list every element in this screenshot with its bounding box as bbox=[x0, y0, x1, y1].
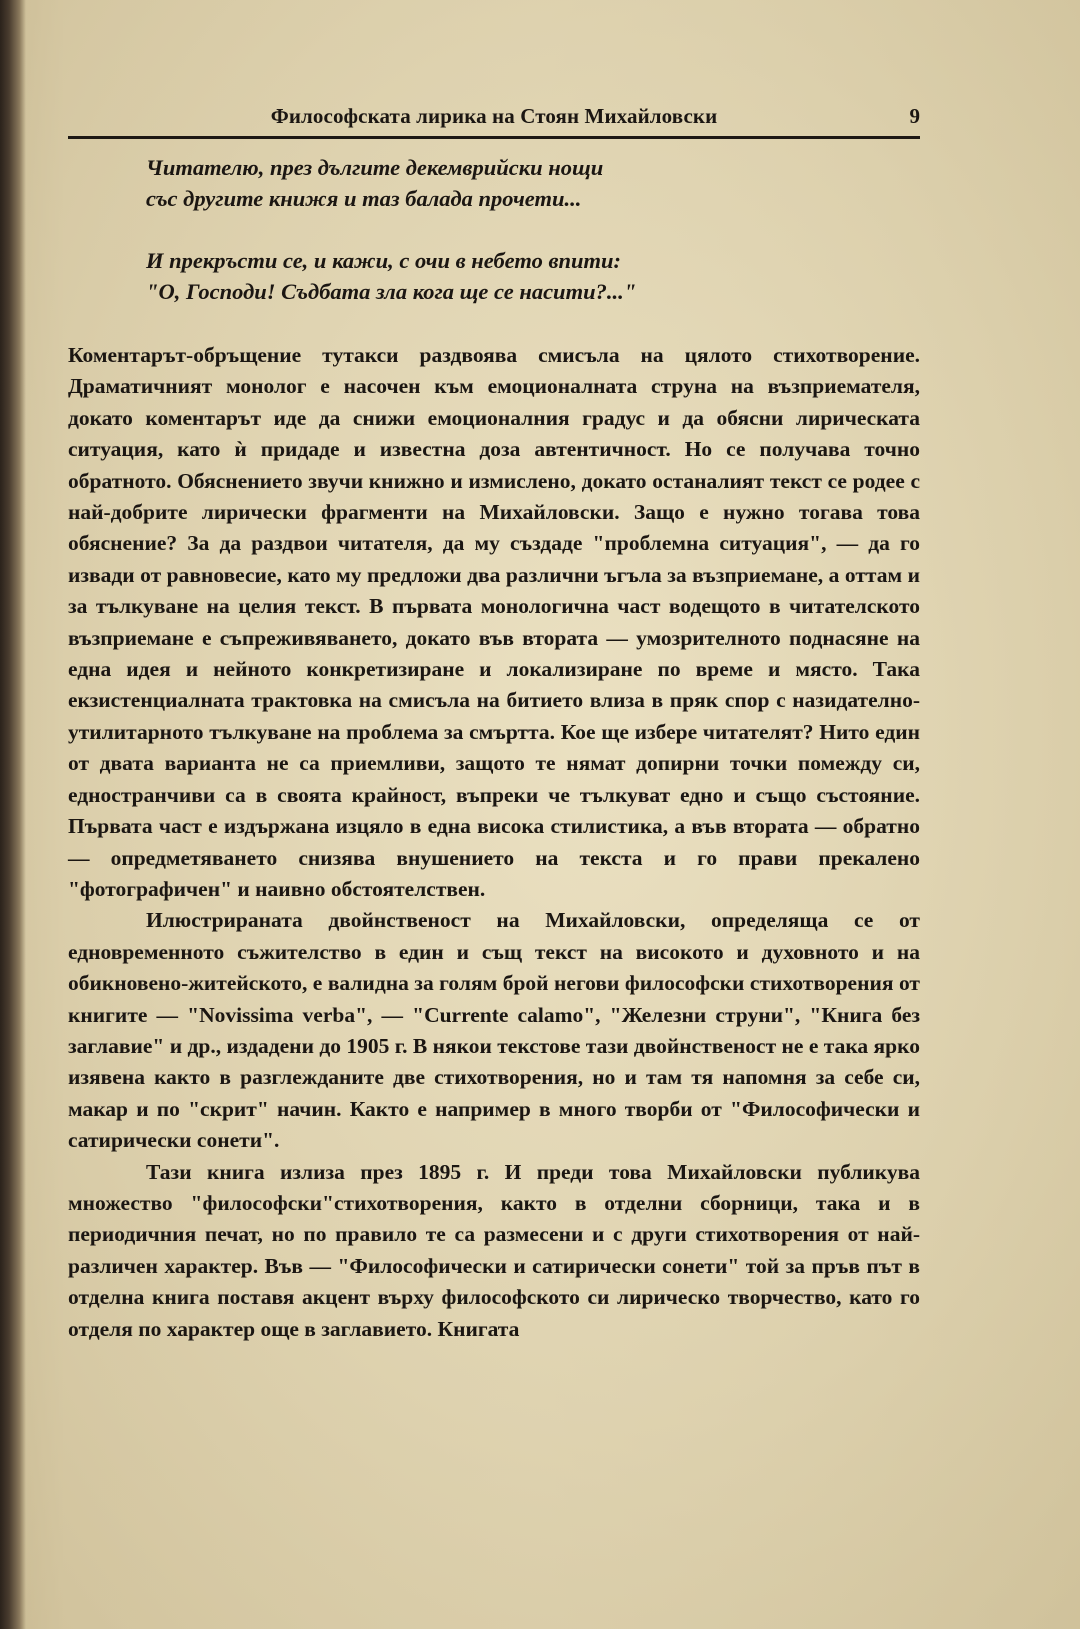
body-text bbox=[68, 340, 920, 1345]
verse-line: "О, Господи! Съдбата зла кога ще се насити?..." bbox=[146, 279, 637, 304]
verse-quote bbox=[146, 152, 916, 338]
book-binding-edge bbox=[0, 0, 26, 1629]
page-number: 9 bbox=[909, 104, 920, 128]
verse-line: Читателю, през дългите декемврийски нощи bbox=[146, 155, 604, 180]
header-rule bbox=[68, 136, 920, 139]
verse-stanza bbox=[146, 245, 916, 307]
running-title: Философската лирика на Стоян Михайловски bbox=[270, 104, 718, 128]
page-header bbox=[68, 104, 920, 136]
verse-line: И прекръсти се, и кажи, с очи в небето впити: bbox=[146, 248, 622, 273]
paragraph: Илюстрираната двойнственост на Михайловски, определяща се от едновременното съжителство в един и същ текст на високото и духовното и на обикновено-житейското, е валидна за голям брой негови философски стихотворения от книгите — "Novissima verba", — "Currente calamo", "Железни струни", "Книга без заглавие" и др., издадени до 1905 г. В някои текстове тази двойнственост не е така ярко изявена както в разглежданите две стихотворения, но и там тя напомня за себе си, макар и по "скрит" начин. Както е например в много творби от "Философически и сатирически сонети". bbox=[68, 908, 920, 1153]
paragraph: Тази книга излиза през 1895 г. И преди това Михайловски публикува множество "философски"стихотворения, както в отделни сборници, така и в периодичния печат, но по правило те са размесени и с други стихотворения от най-различен характер. Във — "Философически и сатирически сонети" той за пръв път в отделна книга поставя акцент върху философското си лирическо творчество, като го отделя по характер още в заглавието. Книгата bbox=[68, 1159, 920, 1341]
verse-line: със другите книжя и таз балада прочети... bbox=[146, 186, 582, 211]
verse-stanza bbox=[146, 152, 916, 214]
paragraph: Коментарът-обръщение тутакси раздвоява смисъла на цялото стихотворение. Драматичният монолог е насочен към емоционалната струна на възприемателя, докато коментарът иде да снижи емоционалния градус и да обясни лирическата ситуация, като ѝ придаде и известна доза автентичност. Но се получава точно обратното. Обяснението звучи книжно и измислено, докато останалият текст се родее с най-добрите лирически фрагменти на Михайловски. Защо е нужно тогава това обяснение? За да раздвои читателя, да му създаде "проблемна ситуация", — да го извади от равновесие, като му предложи два различни ъгъла за възприемане, а оттам и за тълкуване на целия текст. В първата монологична част водещото в читателското възприемане е съпреживяването, докато във втората — умозрителното поднасяне на една идея и нейното конкретизиране и локализиране по време и място. Така екзистенциалната трактовка на смисъла на битието влиза в пряк спор с назидателно-утилитарното тълкуване на проблема за смъртта. Кое ще избере читателят? Нито един от двата варианта не са приемливи, защото те нямат допирни точки помежду си, едностранчиви са в своята крайност, въпреки че тълкуват едно и също състояние. Първата част е издържана изцяло в една висока стилистика, а във втората — обратно — опредметяването снизява внушението на текста и го прави прекалено "фотографичен" и наивно обстоятелствен. bbox=[68, 343, 920, 901]
